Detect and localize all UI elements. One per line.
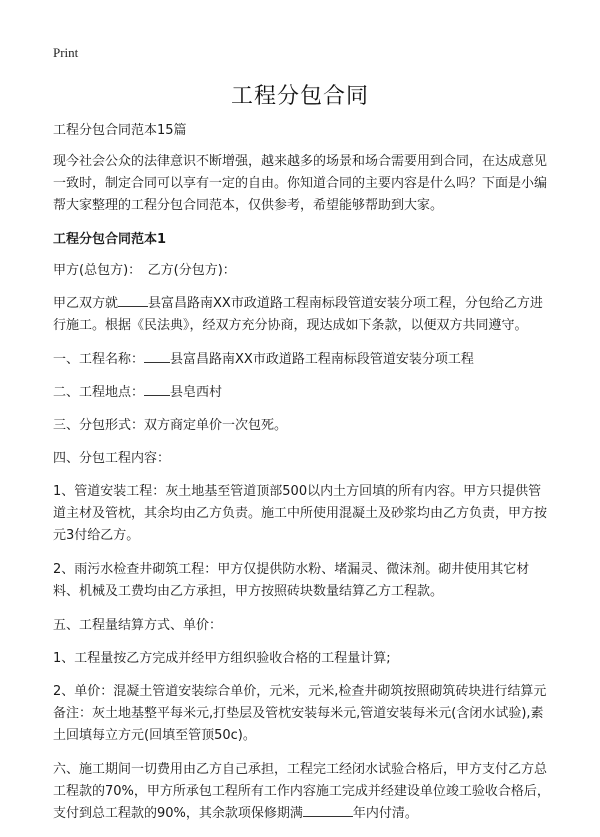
item-project-location bbox=[53, 382, 553, 403]
item-manhole-masonry: 2、雨污水检查井砌筑工程：甲方仅提供防水粉、堵漏灵、微沫剂。砌井使用其它材料、机械及工费均由乙方承担，甲方按照砖块数量结算乙方工程款。 bbox=[53, 562, 530, 599]
item-project-location-label: 二、工程地点： bbox=[53, 385, 145, 400]
item-settlement: 五、工程量结算方式、单价： bbox=[53, 618, 223, 633]
document-title: 工程分包合同 bbox=[230, 84, 369, 109]
item-project-name bbox=[53, 349, 553, 370]
paragraph-scope bbox=[53, 293, 553, 337]
blank-underline bbox=[144, 382, 170, 396]
item-payment-end: 年内付清。 bbox=[352, 806, 418, 821]
paragraph-scope-pre: 甲乙双方就 bbox=[53, 296, 119, 311]
item-payment bbox=[53, 759, 553, 825]
item-project-location-value: 县皂西村 bbox=[170, 385, 223, 400]
blank-underline bbox=[144, 349, 170, 363]
party-line: 甲方(总包方)： 乙方(分包方)： bbox=[53, 263, 236, 278]
item-project-name-label: 一、工程名称： bbox=[53, 352, 145, 367]
item-project-name-value: 县富昌路南XX市政道路工程南标段管道安装分项工程 bbox=[170, 352, 474, 367]
document-subtitle: 工程分包合同范本15篇 bbox=[53, 123, 187, 138]
item-settlement-price: 2、单价：混凝土管道安装综合单价，元米，元米,检查井砌筑按照砌筑砖块进行结算元 备注：灰土地基整平每米元,打垫层及管枕安装每米元,管道安装每米元(含闭水试验),素土回填每立方元(回填至管顶50c)。 bbox=[53, 684, 547, 743]
document-body bbox=[53, 120, 553, 837]
item-settlement-quantity: 1、工程量按乙方完成并经甲方组织验收合格的工程量计算; bbox=[53, 651, 391, 666]
intro-paragraph: 现今社会公众的法律意识不断增强，越来越多的场景和场合需要用到合同，在达成意见一致时，制定合同可以享有一定的自由。你知道合同的主要内容是什么吗？下面是小编帮大家整理的工程分包合同范本，仅供参考，希望能够帮助到大家。 bbox=[53, 154, 548, 213]
paragraph-scope-post: 县富昌路南XX市政道路工程南标段管道安装分项工程，分包给乙方进行施工。根据《民法典》，经双方充分协商，现达成如下条款，以便双方共同遵守。 bbox=[53, 296, 543, 333]
item-contract-form: 三、分包形式：双方商定单价一次包死。 bbox=[53, 418, 288, 433]
item-work-content: 四、分包工程内容： bbox=[53, 451, 171, 466]
print-link[interactable]: Print bbox=[53, 45, 79, 60]
item-payment-text: 六、施工期间一切费用由乙方自己承担，工程完工经闭水试验合格后，甲方支付乙方总工程款的70%，甲方所承包工程所有工作内容施工完成并经建设单位竣工验收合格后，支付到总工程款的90%，其余款项保修期满 bbox=[53, 762, 550, 821]
blank-underline bbox=[303, 803, 353, 817]
section-heading: 工程分包合同范本1 bbox=[53, 232, 167, 247]
item-pipe-installation: 1、管道安装工程：灰土地基至管道顶部500以内土方回填的所有内容。甲方只提供管道主材及管枕，其余均由乙方负责。施工中所使用混凝土及砂浆均由乙方负责，甲方按元3付给乙方。 bbox=[53, 484, 548, 543]
blank-underline bbox=[118, 293, 148, 307]
